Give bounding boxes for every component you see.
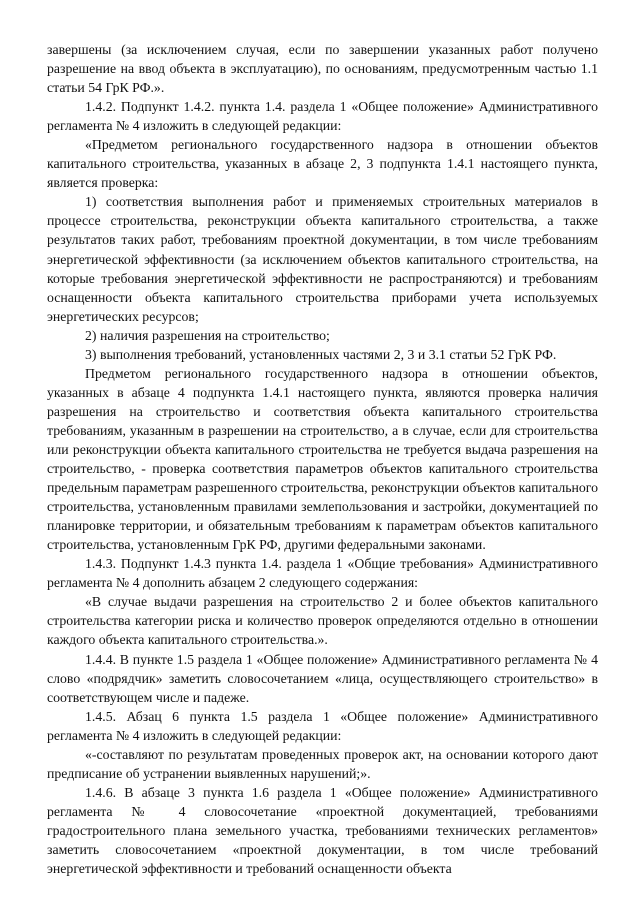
paragraph-3: «Предметом регионального государственного надзора в отношении объектов капитального строительства, указанных в абзаце 2, 3 подпункта 1.4.1 настоящего пункта, является проверка: <box>47 137 598 191</box>
paragraph-10: 1.4.4. В пункте 1.5 раздела 1 «Общее положение» Административного регламента № 4 слово «подрядчик» заметить словосочетанием «лица, осуществляющего строительство» в соответствующем числе и падеже. <box>47 651 598 705</box>
paragraph-11: 1.4.5. Абзац 6 пункта 1.5 раздела 1 «Общее положение» Административного регламента № 4 изложить в следующей редакции: <box>47 708 598 743</box>
paragraph-7: Предметом регионального государственного надзора в отношении объектов, указанных в абзаце 4 подпункта 1.4.1 настоящего пункта, являются проверка наличия разрешения на строительство и соответствия объекта капитального строительства требованиям, указанным в разрешении на строительство, а в случае, если для строительства или реконструкции объекта капитального строительства не требуется выдача разрешения на строительство, - проверка соответствия параметров объектов капитального строительства предельным параметрам разрешенного строительства, реконструкции объектов капитального строительства, установленным правилами землепользования и застройки, документацией по планировке территории, и обязательным требованиям к параметрам объектов капитального строительства, установленным ГрК РФ, другими федеральными законами. <box>47 365 598 553</box>
paragraph-2: 1.4.2. Подпункт 1.4.2. пункта 1.4. раздела 1 «Общее положение» Административного регламента № 4 изложить в следующей редакции: <box>47 99 598 134</box>
paragraph-12: «-составляют по результатам проведенных проверок акт, на основании которого дают предписание об устранении выявленных нарушений;». <box>47 746 598 781</box>
paragraph-6: 3) выполнения требований, установленных частями 2, 3 и 3.1 статьи 52 ГрК РФ. <box>85 346 557 362</box>
paragraph-5: 2) наличия разрешения на строительство; <box>85 327 330 343</box>
paragraph-13: 1.4.6. В абзаце 3 пункта 1.6 раздела 1 «Общее положение» Административного регламента № 4 словосочетание «проектной документацией, требованиями градостроительного плана земельного участка, требованиями технических регламентов» заметить словосочетанием «проектной документации, в том числе требований энергетической эффективности и требований оснащенности объекта <box>47 784 598 877</box>
paragraph-4: 1) соответствия выполнения работ и применяемых строительных материалов в процессе строительства, реконструкции объекта капитального строительства, а также результатов таких работ, требованиям проектной документации, в том числе требованиям энергетической эффективности (за исключением объектов капитального строительства, на которые требования энергетической эффективности не распространяются) и требованиям оснащенности объекта капитального строительства приборами учета используемых энергетических ресурсов; <box>47 194 598 324</box>
paragraph-1: завершены (за исключением случая, если по завершении указанных работ получено разрешение на ввод объекта в эксплуатацию), по основаниям, предусмотренным частью 1.1 статьи 54 ГрК РФ.». <box>47 42 598 96</box>
paragraph-9: «В случае выдачи разрешения на строительство 2 и более объектов капитального строительства категории риска и количество проверок определяются отдельно в отношении каждого объекта капитального строительства.». <box>47 594 598 648</box>
paragraph-8: 1.4.3. Подпункт 1.4.3 пункта 1.4. раздела 1 «Общие требования» Административного регламента № 4 дополнить абзацем 2 следующего содержания: <box>47 556 598 591</box>
document-page <box>47 40 598 878</box>
